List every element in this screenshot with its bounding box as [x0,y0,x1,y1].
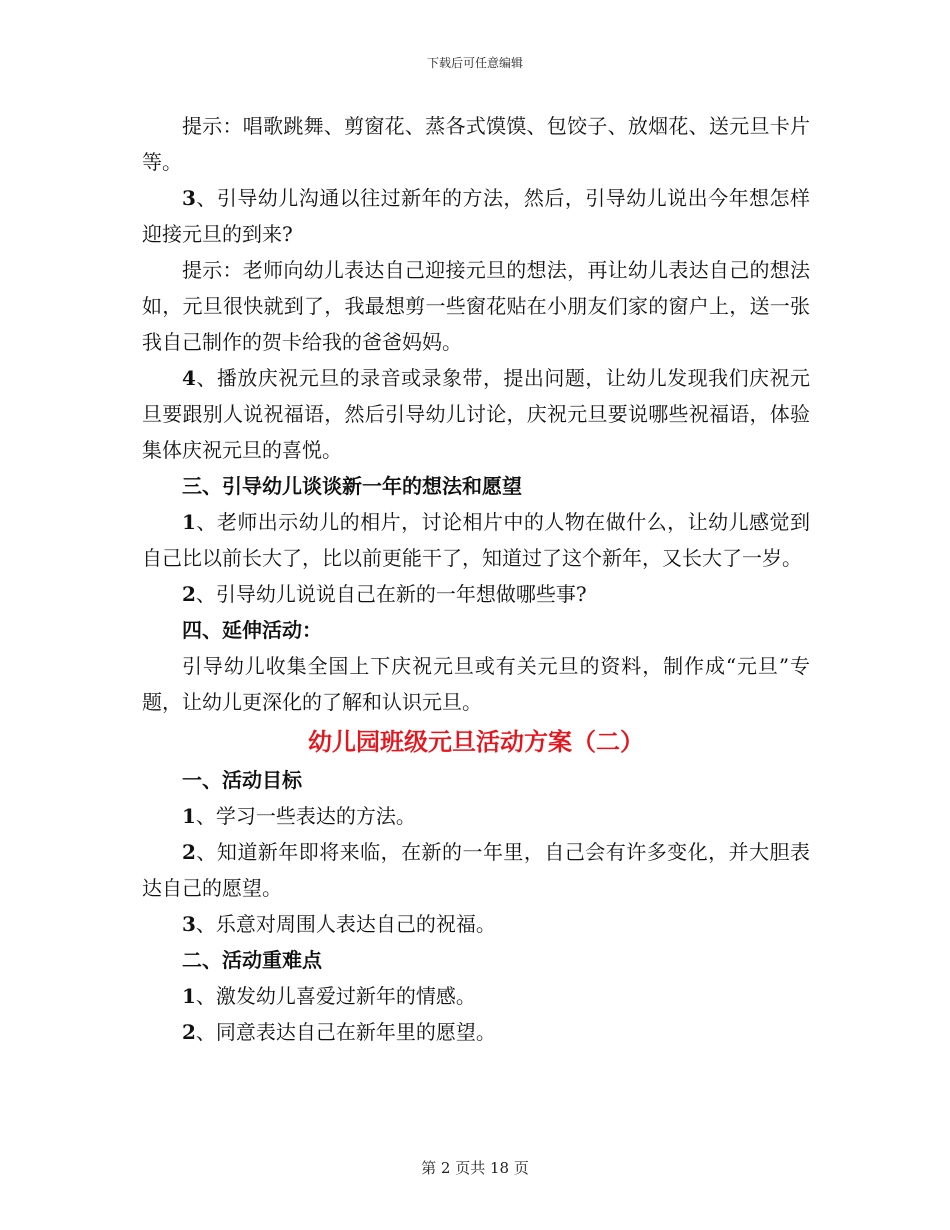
paragraph-extension: 引导幼儿收集全国上下庆祝元旦或有关元旦的资料，制作成“元旦”专题，让幼儿更深化的了解和认识元旦。 [142,654,810,714]
section-heading-2: 二、活动重难点 [182,948,322,972]
paragraph-key-1: 1、激发幼儿喜爱过新年的情感。 [182,984,476,1008]
page-header: 下载后可任意编辑 [426,56,523,70]
page-footer: 第 2 页共 18 页 [421,1159,529,1177]
paragraph-section3-item-2: 2、引导幼儿说说自己在新的一年想做哪些事? [182,582,587,606]
paragraph-tip-2: 提示：老师向幼儿表达自己迎接元旦的想法，再让幼儿表达自己的想法如，元旦很快就到了，我最想剪一些窗花贴在小朋友们家的窗户上，送一张我自己制作的贺卡给我的爸爸妈妈。 [142,258,810,354]
document-body [142,108,810,1050]
paragraph-step-3: 3、引导幼儿沟通以往过新年的方法，然后，引导幼儿说出今年想怎样迎接元旦的到来? [142,186,810,246]
section-heading-1: 一、活动目标 [182,768,302,792]
document-title: 幼儿园班级元旦活动方案（二） [308,727,644,756]
section-heading-4: 四、延伸活动： [182,618,322,642]
paragraph-goal-2: 2、知道新年即将来临，在新的一年里，自己会有许多变化，并大胆表达自己的愿望。 [142,840,810,900]
paragraph-step-4: 4、播放庆祝元旦的录音或录象带，提出问题，让幼儿发现我们庆祝元旦要跟别人说祝福语，然后引导幼儿讨论，庆祝元旦要说哪些祝福语，体验集体庆祝元旦的喜悦。 [142,366,810,462]
section-heading-3: 三、引导幼儿谈谈新一年的想法和愿望 [182,474,522,498]
paragraph-section3-item-1: 1、老师出示幼儿的相片，讨论相片中的人物在做什么，让幼儿感觉到自己比以前长大了，比以前更能干了，知道过了这个新年，又长大了一岁。 [142,510,810,570]
paragraph-tip-1: 提示：唱歌跳舞、剪窗花、蒸各式馍馍、包饺子、放烟花、送元旦卡片等。 [142,114,810,174]
paragraph-goal-1: 1、学习一些表达的方法。 [182,804,416,828]
paragraph-goal-3: 3、乐意对周围人表达自己的祝福。 [182,912,496,936]
paragraph-key-2: 2、同意表达自己在新年里的愿望。 [182,1020,496,1044]
